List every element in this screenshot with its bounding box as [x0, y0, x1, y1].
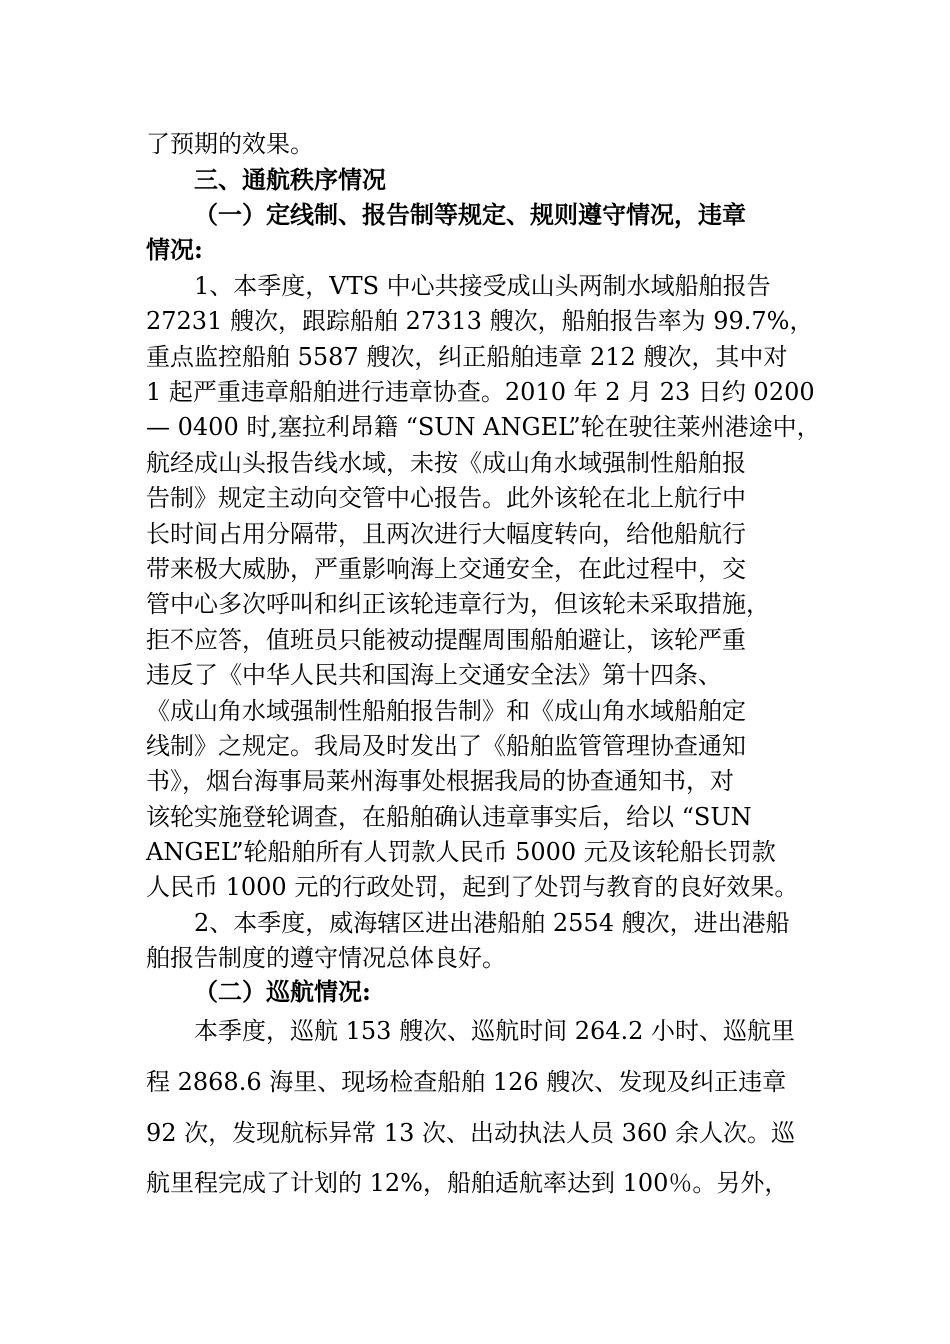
subsection-heading: （二）巡航情况:	[194, 977, 371, 1006]
paragraph-line: — 0400 时,塞拉利昂籍 “SUN ANGEL”轮在驶往莱州港途中，	[146, 413, 821, 441]
paragraph-line: ANGEL”轮船舶所有人罚款人民币 5000 元及该轮船长罚款	[146, 838, 776, 866]
section-heading: 三、通航秩序情况	[194, 165, 386, 194]
paragraph-line: 《成山角水域强制性船舶报告制》和《成山角水域船舶定	[146, 697, 746, 725]
paragraph-line: 带来极大威胁，严重影响海上交通安全，在此过程中，交	[146, 555, 746, 583]
paragraph-line: 长时间占用分隔带，且两次进行大幅度转向，给他船航行	[146, 520, 746, 548]
paragraph-line: 航经成山头报告线水域，未按《成山角水域强制性船舶报	[146, 449, 746, 477]
subsection-heading: （一）定线制、报告制等规定、规则遵守情况，违章	[194, 200, 746, 229]
paragraph-line: 2、本季度，威海辖区进出港船舶 2554 艘次，进出港船	[194, 909, 790, 937]
paragraph-line: 违反了《中华人民共和国海上交通安全法》第十四条、	[146, 661, 722, 689]
paragraph-line: 1、本季度，VTS 中心共接受成山头两制水域船舶报告	[194, 272, 771, 300]
paragraph-line: 拒不应答，值班员只能被动提醒周围船舶避让，该轮严重	[146, 626, 746, 654]
paragraph-line: 舶报告制度的遵守情况总体良好。	[146, 944, 506, 972]
subsection-heading-continuation: 情况:	[146, 235, 203, 264]
paragraph-line: 重点监控船舶 5587 艘次，纠正船舶违章 212 艘次，其中对	[146, 343, 788, 371]
paragraph-line: 书》，烟台海事局莱州海事处根据我局的协查通知书，对	[146, 767, 734, 795]
paragraph-line: 92 次，发现航标异常 13 次、出动执法人员 360 余人次。巡	[146, 1119, 796, 1147]
paragraph-line: 线制》之规定。我局及时发出了《船舶监管管理协查通知	[146, 732, 746, 760]
paragraph-line: 程 2868.6 海里、现场检查船舶 126 艘次、发现及纠正违章	[146, 1068, 787, 1096]
paragraph-line: 管中心多次呼叫和纠正该轮违章行为，但该轮未采取措施，	[146, 590, 770, 618]
paragraph-line: 27231 艘次，跟踪船舶 27313 艘次，船舶报告率为 99.7%，	[146, 307, 814, 335]
paragraph-line: 该轮实施登轮调查，在船舶确认违章事实后，给以 “SUN	[146, 803, 752, 831]
paragraph-line: 本季度，巡航 153 艘次、巡航时间 264.2 小时、巡航里	[194, 1017, 796, 1045]
paragraph-line: 了预期的效果。	[146, 130, 314, 158]
paragraph-line: 人民币 1000 元的行政处罚，起到了处罚与教育的良好效果。	[146, 873, 799, 901]
paragraph-line: 告制》规定主动向交管中心报告。此外该轮在北上航行中	[146, 484, 746, 512]
paragraph-line: 航里程完成了计划的 12%，船舶适航率达到 100％。另外，	[146, 1169, 789, 1197]
paragraph-line: 1 起严重违章船舶进行违章协查。2010 年 2 月 23 日约 0200	[146, 378, 815, 406]
